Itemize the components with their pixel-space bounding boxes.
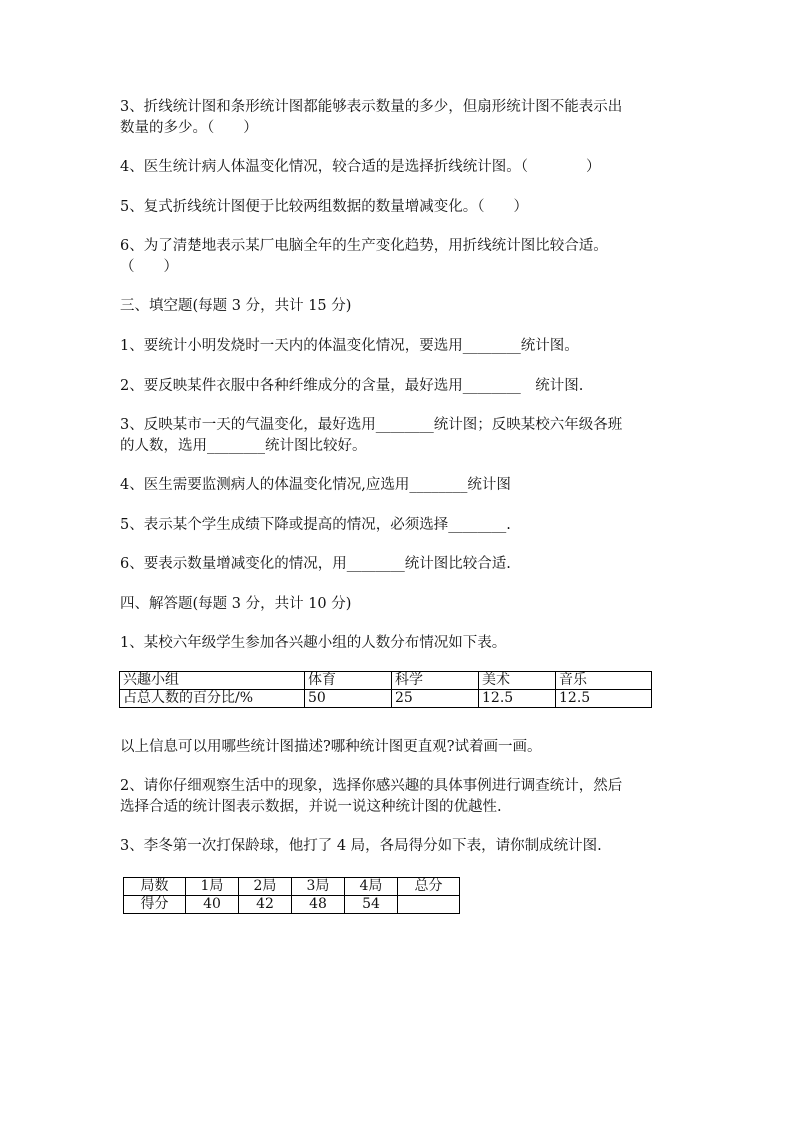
- table-header-row: [124, 878, 460, 896]
- table-row: [124, 896, 460, 914]
- answer-question-2-line1: 2、请你仔细观察生活中的现象，选择你感兴趣的具体事例进行调查统计，然后: [120, 778, 623, 794]
- table-cell: 1局: [185, 878, 238, 896]
- table-cell: 54: [344, 896, 397, 914]
- table-cell: 12.5: [479, 690, 556, 708]
- answer-question-1-follow-up: 以上信息可以用哪些统计图描述?哪种统计图更直观?试着画一画。: [120, 739, 542, 755]
- fill-question-4: 4、医生需要监测病人的体温变化情况,应选用________统计图: [120, 477, 511, 493]
- table-cell: 体育: [305, 672, 392, 690]
- bowling-score-table: [123, 877, 460, 914]
- table-cell: 3局: [291, 878, 344, 896]
- table-cell: 总分: [397, 878, 459, 896]
- table-cell: 得分: [124, 896, 186, 914]
- table-cell: 4局: [344, 878, 397, 896]
- fill-question-3-line1: 3、反映某市一天的气温变化，最好选用________统计图；反映某校六年级各班: [120, 417, 623, 433]
- fill-question-5: 5、表示某个学生成绩下降或提高的情况，必须选择________.: [120, 517, 511, 533]
- table-cell: 局数: [124, 878, 186, 896]
- fill-question-6: 6、要表示数量增减变化的情况，用________统计图比较合适.: [120, 556, 511, 572]
- table-cell: 美术: [479, 672, 556, 690]
- table-cell: 40: [185, 896, 238, 914]
- table-header-row: [120, 672, 652, 690]
- table-cell: 42: [238, 896, 291, 914]
- fill-question-3-line2: 的人数，选用________统计图比较好。: [120, 438, 367, 454]
- table-cell: 50: [305, 690, 392, 708]
- judge-question-3-line2: 数量的多少。（ ）: [120, 120, 258, 136]
- judge-question-5: 5、复式折线统计图便于比较两组数据的数量增减变化。（ ）: [120, 199, 528, 215]
- table-cell: 48: [291, 896, 344, 914]
- table-cell: 占总人数的百分比/%: [120, 690, 305, 708]
- judge-question-6-line2: （ ）: [120, 259, 178, 275]
- answer-question-2-line2: 选择合适的统计图表示数据，并说一说这种统计图的优越性.: [120, 799, 502, 815]
- fill-section-title: 三、填空题(每题 3 分，共计 15 分): [120, 298, 352, 314]
- judge-question-6-line1: 6、为了清楚地表示某厂电脑全年的生产变化趋势，用折线统计图比较合适。: [120, 238, 608, 254]
- judge-question-3-line1: 3、折线统计图和条形统计图都能够表示数量的多少，但扇形统计图不能表示出: [120, 99, 623, 115]
- fill-question-1: 1、要统计小明发烧时一天内的体温变化情况，要选用________统计图。: [120, 338, 579, 354]
- fill-question-2: 2、要反映某件衣服中各种纤维成分的含量，最好选用________ 统计图.: [120, 378, 584, 394]
- answer-question-1: 1、某校六年级学生参加各兴趣小组的人数分布情况如下表。: [120, 635, 507, 651]
- table-row: [120, 690, 652, 708]
- table-cell: 12.5: [556, 690, 652, 708]
- table-cell: 科学: [392, 672, 479, 690]
- judge-question-4: 4、医生统计病人体温变化情况，较合适的是选择折线统计图。（ ）: [120, 159, 601, 175]
- table-cell: 2局: [238, 878, 291, 896]
- answer-section-title: 四、解答题(每题 3 分，共计 10 分): [120, 596, 352, 612]
- table-cell: 25: [392, 690, 479, 708]
- answer-question-3: 3、李冬第一次打保龄球，他打了 4 局，各局得分如下表，请你制成统计图.: [120, 838, 602, 854]
- interest-group-table: [119, 671, 652, 708]
- table-cell: 音乐: [556, 672, 652, 690]
- table-cell: 兴趣小组: [120, 672, 305, 690]
- total-score-cell[interactable]: [397, 896, 459, 914]
